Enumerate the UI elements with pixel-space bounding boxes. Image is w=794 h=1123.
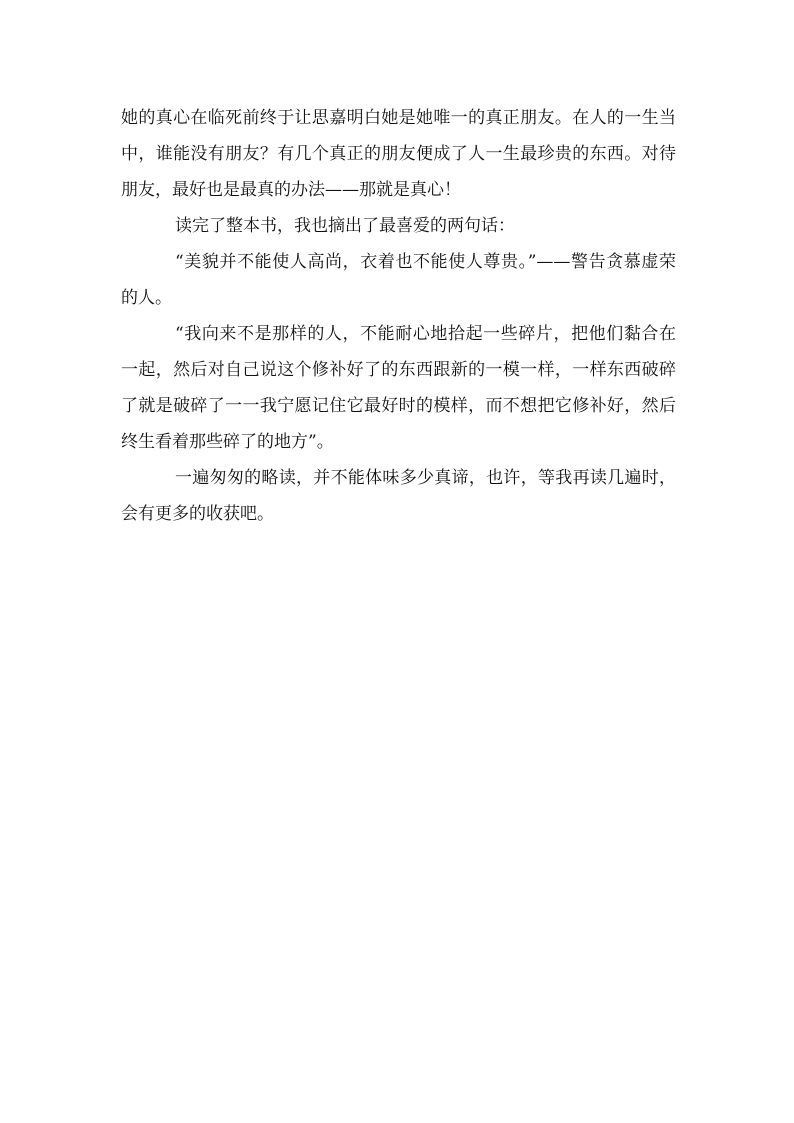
document-body: [121, 100, 676, 532]
paragraph-conclusion: 一遍匆匆的略读，并不能体味多少真谛，也许，等我再读几遍时，会有更多的收获吧。: [121, 468, 676, 524]
paragraph-favorite-quotes-intro: 读完了整本书，我也摘出了最喜爱的两句话：: [175, 216, 515, 236]
paragraph-quote-beauty: “美貌并不能使人高尚，衣着也不能使人尊贵。”——警告贪慕虚荣的人。: [121, 252, 676, 308]
paragraph-friendship: 她的真心在临死前终于让思嘉明白她是她唯一的真正朋友。在人的一生当中，谁能没有朋友？有几个真正的朋友便成了人一生最珍贵的东西。对待朋友，最好也是最真的办法——那就是真心！: [121, 108, 676, 200]
paragraph-quote-broken: “我向来不是那样的人，不能耐心地拾起一些碎片，把他们黏合在一起，然后对自己说这个修补好了的东西跟新的一模一样，一样东西破碎了就是破碎了一一我宁愿记住它最好时的模样，而不想把它修补好，然后终生看着那些碎了的地方”。: [121, 324, 676, 452]
